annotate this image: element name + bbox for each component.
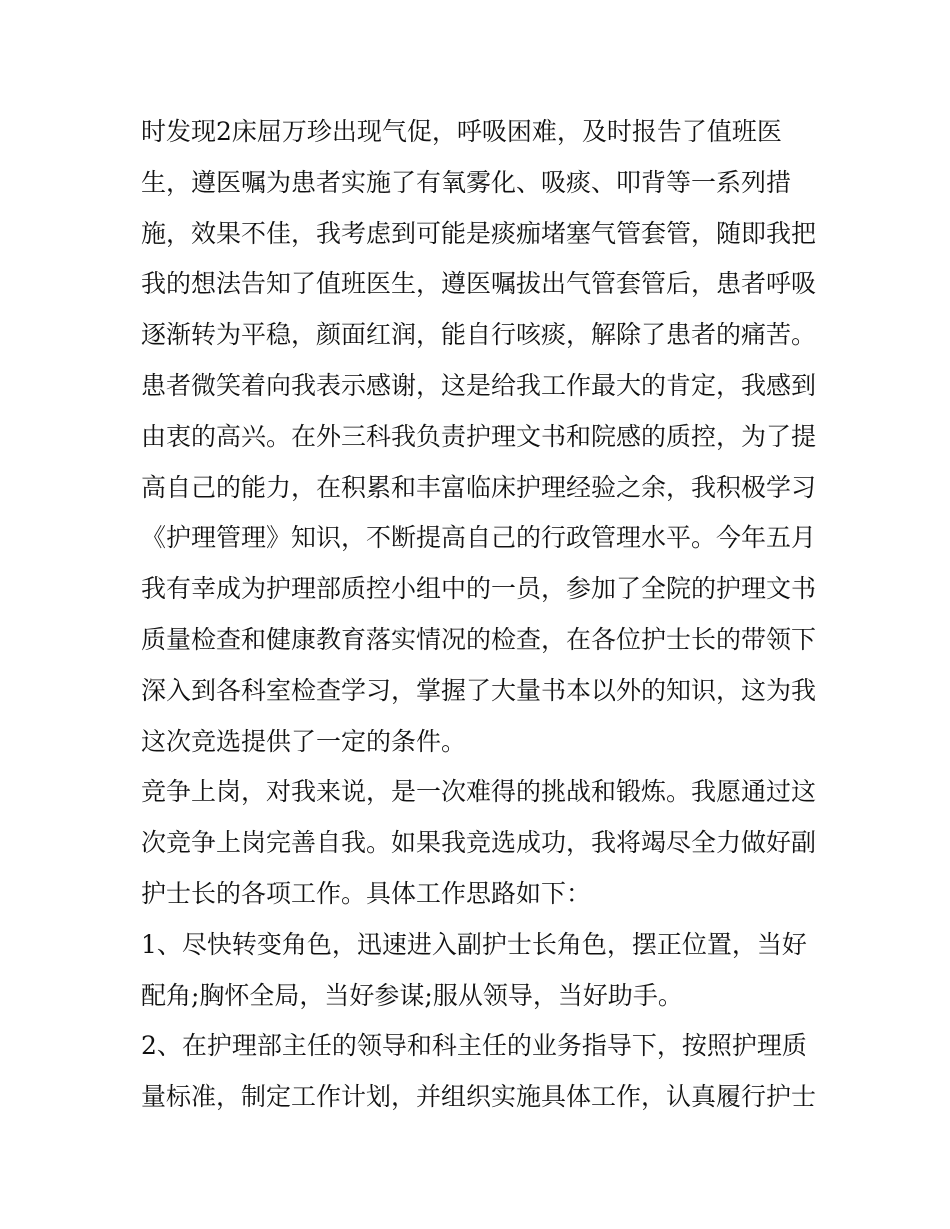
document-body — [141, 107, 816, 1123]
text-line: 时发现2床屈万珍出现气促，呼吸困难，及时报告了值班医 — [141, 117, 782, 146]
text-line: 深入到各科室检查学习，掌握了大量书本以外的知识，这为我 — [141, 675, 817, 705]
text-line: 这次竞选提供了一定的条件。 — [141, 726, 467, 756]
text-line: 2、在护理部主任的领导和科主任的业务指导下，按照护理质 — [141, 1031, 807, 1061]
text-line: 《护理管理》知识，不断提高自己的行政管理水平。今年五月 — [141, 523, 817, 553]
text-line: 量标准，制定工作计划，并组织实施具体工作，认真履行护士 — [141, 1082, 817, 1112]
text-line: 高自己的能力，在积累和丰富临床护理经验之余，我积极学习 — [141, 472, 817, 502]
text-line: 我的想法告知了值班医生，遵医嘱拔出气管套管后，患者呼吸 — [141, 269, 817, 299]
text-line: 次竞争上岗完善自我。如果我竞选成功，我将竭尽全力做好副 — [141, 828, 817, 858]
text-line: 逐渐转为平稳，颜面红润，能自行咳痰，解除了患者的痛苦。 — [141, 320, 817, 350]
text-line: 施，效果不佳，我考虑到可能是痰痂堵塞气管套管，随即我把 — [141, 218, 817, 248]
text-line: 护士长的各项工作。具体工作思路如下： — [141, 878, 592, 908]
text-line: 质量检查和健康教育落实情况的检查，在各位护士长的带领下 — [141, 624, 817, 654]
text-line: 1、尽快转变角色，迅速进入副护士长角色，摆正位置，当好 — [141, 929, 807, 959]
text-line: 生，遵医嘱为患者实施了有氧雾化、吸痰、叩背等一系列措 — [141, 167, 792, 197]
text-line: 我有幸成为护理部质控小组中的一员，参加了全院的护理文书 — [141, 574, 817, 604]
text-line: 竞争上岗，对我来说，是一次难得的挑战和锻炼。我愿通过这 — [141, 777, 817, 807]
text-line: 患者微笑着向我表示感谢，这是给我工作最大的肯定，我感到 — [141, 370, 817, 400]
text-line: 由衷的高兴。在外三科我负责护理文书和院感的质控，为了提 — [141, 421, 817, 451]
text-line: 配角;胸怀全局，当好参谋;服从领导，当好助手。 — [141, 980, 683, 1010]
